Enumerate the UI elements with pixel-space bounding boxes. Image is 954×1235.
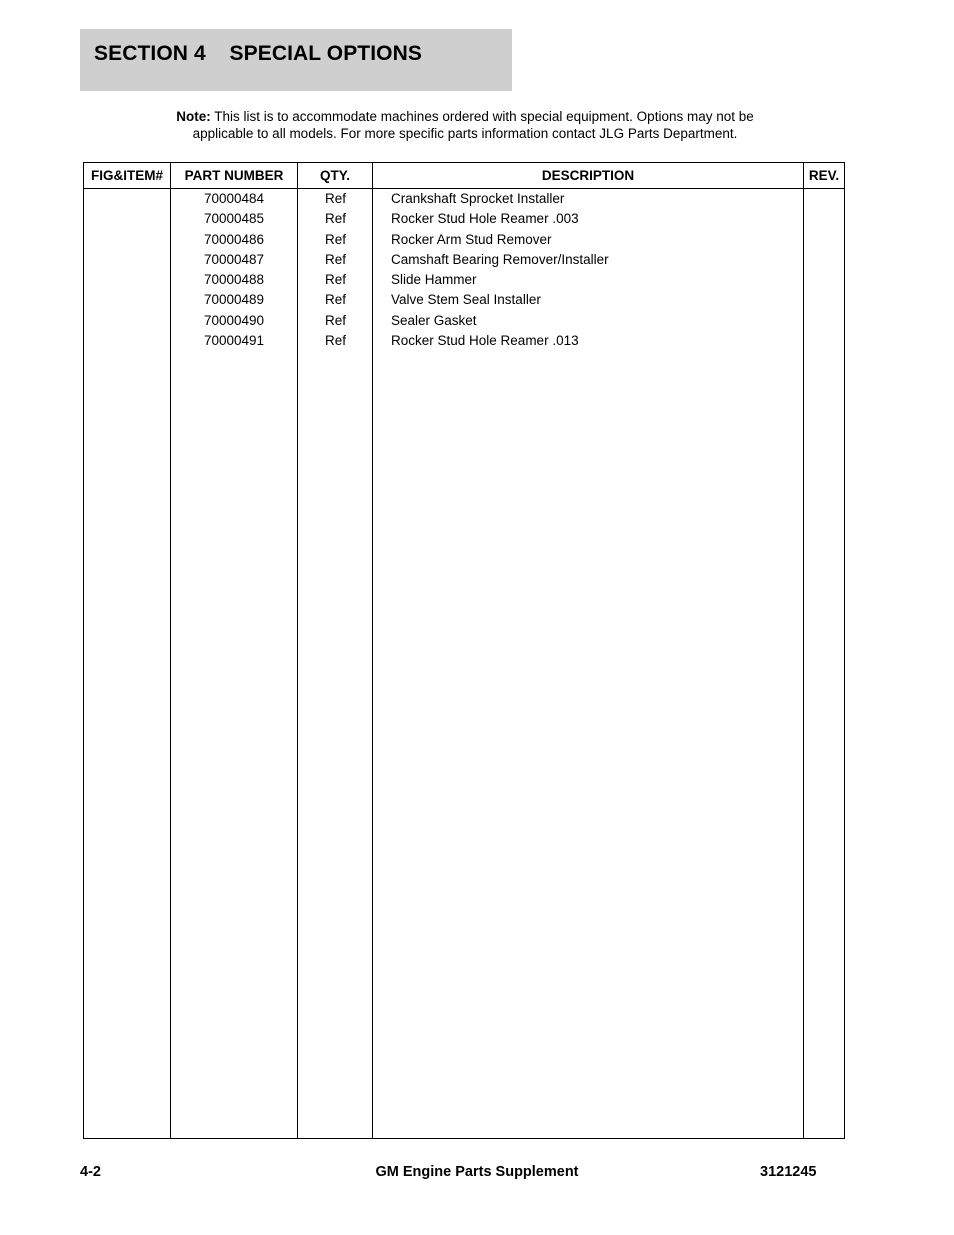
qty-cell: Ref: [324, 333, 346, 349]
table-body: [84, 190, 844, 352]
table-row: [84, 312, 844, 332]
header-part-number: PART NUMBER: [184, 168, 284, 183]
description-cell: Valve Stem Seal Installer: [391, 292, 541, 308]
qty-cell: Ref: [324, 312, 346, 328]
table-row: [84, 210, 844, 230]
table-row: [84, 291, 844, 311]
qty-cell: Ref: [324, 251, 346, 267]
part-number-cell: 70000485: [203, 211, 265, 227]
page-number: 4-2: [80, 1164, 101, 1180]
manual-title: GM Engine Parts Supplement: [375, 1164, 579, 1180]
note-label: Note:: [176, 109, 211, 124]
table-row: [84, 231, 844, 251]
header-description: DESCRIPTION: [541, 168, 635, 183]
qty-cell: Ref: [324, 292, 346, 308]
qty-cell: Ref: [324, 231, 346, 247]
table-row: [84, 332, 844, 352]
part-number-cell: 70000488: [203, 272, 265, 288]
qty-cell: Ref: [324, 191, 346, 206]
qty-cell: Ref: [324, 211, 346, 227]
description-cell: Slide Hammer: [391, 272, 477, 288]
description-cell: Sealer Gasket: [391, 312, 477, 328]
header-qty: QTY.: [319, 168, 350, 183]
part-number-cell: 70000490: [203, 312, 265, 328]
part-number-cell: 70000487: [203, 251, 265, 267]
table-row: [84, 271, 844, 291]
note-paragraph: [160, 108, 770, 142]
part-number-cell: 70000484: [203, 191, 265, 206]
description-cell: Rocker Stud Hole Reamer .003: [391, 211, 579, 227]
section-header: [80, 29, 512, 91]
parts-table: [83, 162, 845, 1139]
qty-cell: Ref: [324, 272, 346, 288]
description-cell: Crankshaft Sprocket Installer: [391, 191, 565, 206]
part-number-cell: 70000486: [203, 231, 265, 247]
description-cell: Rocker Arm Stud Remover: [391, 231, 552, 247]
manual-number: 3121245: [760, 1164, 817, 1180]
description-cell: Camshaft Bearing Remover/Installer: [391, 251, 609, 267]
table-row: [84, 251, 844, 271]
header-fig-item: FIG&ITEM#: [90, 168, 163, 183]
part-number-cell: 70000491: [203, 333, 265, 349]
section-title: SECTION 4 SPECIAL OPTIONS: [94, 42, 422, 65]
table-row: [84, 190, 844, 210]
description-cell: Rocker Stud Hole Reamer .013: [391, 333, 579, 349]
header-divider: [84, 188, 844, 189]
part-number-cell: 70000489: [203, 292, 265, 308]
header-rev: REV.: [808, 168, 840, 183]
note-text: This list is to accommodate machines ordered with special equipment. Options may not be applicable to all models. For more specific parts information contact JLG Parts Department.: [192, 109, 754, 141]
